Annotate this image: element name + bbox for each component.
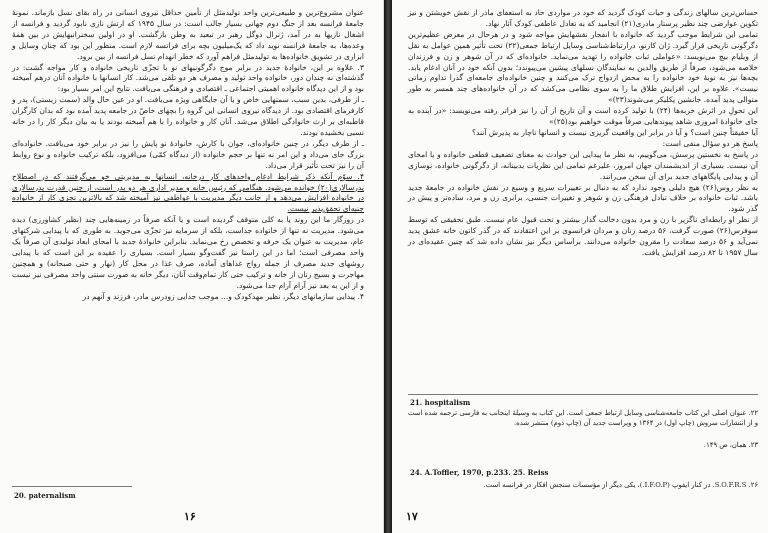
page-number: ۱۷ (406, 510, 418, 523)
footnote-rule (408, 394, 758, 395)
footnote: ۲۳. همان، ص ۱۴۹. (703, 441, 758, 449)
right-page-body (408, 8, 758, 259)
paragraph: به نظر روس(۲۶) هیچ دلیلی وجود ندارد که به دنبال بر تغییرات سریع و وسیع در نقش خانواده در جامعهٔ جدید باشد. ثبات خانواده بر خلاف تبادل فرهنگی زن و شوهر و تغییرات جنسی، برابری زن و مرد، ساده‌تر و پیش در گذر شود. (408, 182, 759, 214)
footnote: ۲۶. S.O.F.R.S. در کنار ایفوپ (I.F.O.P.)، یکی دیگر از مؤسسات سنجش افکار در فرانسه است. (483, 481, 758, 489)
paragraph: ـ از طرف دیگر، در چنین خانواده‌ای، جوان با کارش، خانوادهٔ نو پایش را نیز در برابر خود می‌یافت. خانواده‌ای بزرگ جای می‌داد و این امر نه تنها بر حجم خانواده (از دیدگاه کمّی) می‌افزود، بلکه ترکیب خانواده و نوع روابط آن را نیز تحت تأثیر قرار می‌داد. (12, 138, 364, 170)
paragraph: این تحولِ در اثرش خربه‌‌ها (۲۴) با تولید کرده است و آن تاریخ از آن را نیز فراتر رفته می‌نویسد: «در آینده به جای خانوادهٔ امروزی شاهد پیوندهایی صرفاً موقت خواهیم بود(۲۵)» (408, 106, 758, 127)
paragraph: ۴. سوّم آنکه ذکر شرایط ادغام واحدهای کار درخانه، انسانها به مدیریتی خو می‌گرفتند که در اصطلاح پدرسالاری(۲۰) خوانده می‌شود. هنگامی که رئیس خانه و مدیر اداری هر دو پدر است، از چنین قدرت پدرسالاری در خانواده افزایش می‌دهد و از جانب دیگر مدیریت با عواطفی نیز آمیخته شد که بالاترین تجزی کار از خانواده جنبه‌ای تحقق‌پذیر نیست. (12, 171, 364, 214)
paragraph: آیا حقیقتاً چنین است؟ و آیا در برابر این واقعیت گریزی نیست و انسانها ناچار به پذیرش آنند؟ (472, 127, 758, 137)
paragraph: عنوان مشروع‌ترین و طبیعی‌ترین واحد تولیدمثل از تأمین حداقل نیروی انسانی در راه بقای نسل بازماند. نمونهٔ جامعهٔ فرانسه بعد از جنگ دوم جهانی بسیار جالب است: در سال ۱۹۴۵ که ارتش نازی نابود گردید و فرانسه از اشغال نازیها به در آمد، ژنرال دوگل رهبر در تبعید به وطن بازگشت. او در اولین سخنرانیهایش در بین همهٔ وعده‌ها، به جامعهٔ فرانسه نوید داد که یک‌میلیون بچه برای فرانسه لازم است. منظور این بود که چنان وسایل و ابزاری در تشویق خانواده‌ها به تولیدمثل فراهم آورد که خطر انهدام نسل فرانسه از بین برود. (12, 8, 364, 61)
page-number: ۱۶ (184, 510, 196, 523)
paragraph: پاسخ هر دو سؤال منفی است: (662, 138, 758, 148)
footnote-latin: 21. hospitalism (410, 398, 471, 407)
paragraph: ـ از طرفی، بدین سبب، سمتهایی خاص و یا آن جایگاهی ویژه می‌یافت. او در عین حال والد (سمت زیستی)، پدر و کارفرمای اقتصادی بود. از دیدگاه نیروی انسانی این گروه را بچهای خاصّ در جامعه پدید آمده بود که بدان کارگران قاطبه‌ای بر ارث خانوادگی اطلاق می‌شد. آنان کار و خانواده را با هم آمیخته بودند یا به بیان دیگر کار را در خانه نسبی بخشیده بودند. (12, 95, 364, 137)
paragraph: در روزگار ما این روند یا به کلی متوقف گردیده است و یا آنکه صرفاً در زمینه‌هایی چند (نظیر کشاورزی) دیده می‌شود. مدیریت نه تنها از خانواده جداست، بلکه از سرمایه نیز تجزّی می‌جوید. به طوری که با پیدایی شرکتهای عام، مدیریت به عنوان یک حرفه و تخصص رخ می‌نماید. بنابراین خانوادهٔ جدید با امحای ابعاد تولیدی آن صرفاً یک واحد مصرفی است؛ اما در این راستا نیز گفت‌وگو بسیار است. بسیاری را عقیده بر این است که با پیدایی روشهای جدید مصرف از جمله رواج غذاهای آماده، صرف غذا در محل کار (نهار و حتی صبحانه) و همچنین مهاجرت و بسیج زنان از خانه و ترکیب حتی کار تمام‌وقت آنان، دیگر خانه به صورت سنتی واحد مصرفی نیز نیست و از این به بعد نیز آرام آرام جدا می‌شود. (12, 215, 364, 290)
paragraph: تمامی این شرایط موجب گردید که خانواده با انفجار نقشهایش مواجه شود و در هرحال در معرض عظیم‌ترین دگرگونی تاریخی قرار گیرد. ژان کازنو، درارتباط‌شناسی وسایل ارتباط جمعی(۲۲) تحت تأثیر همین عوامل به نقل از ویلیام بیچ می‌نویسد: «عواملی ثبات خانواده را تهدید می‌نماید. خانواده‌ای که در آن شوهر و زن و فرزندان خلاصه می‌شود، صرفاً از طریق والدین به نمایندگان نسلهای پیشین می‌پیوندد؛ بدون آنکه خود در آنان ادغام یابد. بچه‌ها نیز به نوبهٔ خود خانواده را به محض ازدواج ترک می‌کنند و چنین خانواده‌ای جامعه‌ای گذرا تداوم زمانی نیست». علاوه بر این، افزایش طلاق ما را به سوی نظامی می‌کشد که در آن خانواده‌های چند همسر به طور متوالی پدید آمده. جانشین پکلیکر می‌شوند(۲۳)» (408, 29, 758, 105)
paragraph: ۳. علاوه بر این، خانوادهٔ جدید در برابر موج دگرگونیهای نو با تجزّی تاریخی خانواده و کار مواجه گشت: در گذشته‌ای نه چندان دور، خانواده واحد تولید و مصرف هر دو تلقی می‌شد. کار انسانها با خانواده آنان درهم آمیخته بود و از این دیدگاه خانواده اهمیتی اجتماعی ـ اقتصادی و فرهنگی می‌یافت. نتایج این امر بسیار بود: (12, 62, 364, 94)
left-page-body (12, 8, 364, 302)
paragraph: در پاسخ به نخستین پرسش، می‌گوییم، به نظر ما پیدایی این حوادث به معنای تضعیف قطعی خانواده و یا امحای آن نیست. بسیاری از اندیشمندان جهان امروز، علیرغم تمامی این نظریات بدبینانه، از دگرگونی خانواده، نوسازی آن و پیدایی پایگاههای جدید برای آن سخن می‌رانند. (408, 149, 758, 181)
paragraph: از نظر او رابطه‌ای ناگزیر با زن و مرد بدون دخالت گذار بیشتر و تحت قبول عام نیست. طبق تحقیقی که توسط سوفرس(۲۶) صورت گرفت، ۵۶ درصد زنان و مردان فرانسوی بر این اعتقادند که در گذر کانون خانه عشق پدید نمی‌آید و ۵۶ درصد سعادت را مقرون خانواده می‌دانند. براساس دیگر نیز ‌نشان داده شد که چنین عقیده‌ای در سال ۱۹۵۷ تا ۸۲ درصد افزایش یافت. (408, 215, 758, 257)
paragraph: حساس‌ترین سالهای زندگی و حیات کودک گردید که خود در مواردی حاد به استعفای مادر از نقش خویشتن و نیز تکوین عوارضی چند نظیر پرستار مادری(۲۱) انجامید که به تعادل عاطفی کودک آثار نهاد. (408, 8, 758, 28)
footnote: ۲۲. عنوان اصلی این کتاب جامعه‌شناسی وسایل ارتباط جمعی است. این کتاب به وسیلهٔ اینجانب به فارسی ترجمه شده است و از انتشارات سروش (چاپ اول) در ۱۳۶۴ و ویراست جدید آن (چاپ دوم) منتشر شده. (408, 409, 758, 427)
right-page (392, 0, 768, 533)
paragraph: ۴. پیدایی سازمانهای دیگر، نظیر مهدکودک و... موجب جدایی زودرس مادر، فرزند و آنهم در (82, 291, 364, 301)
footnote-latin: 24. A.Toffler, 1970, p.233. 25. Reiss (410, 468, 549, 477)
footnote-rule (12, 486, 132, 487)
footnote-latin: 20. paternalism (14, 491, 76, 500)
book-gutter (384, 0, 392, 533)
